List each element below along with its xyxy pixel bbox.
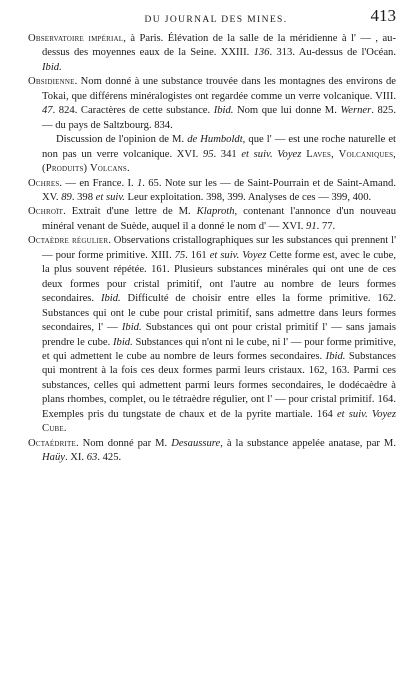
entry-text: . 65. Note sur les — de Saint-Pourrain et de Saint-Amand. XV. <box>42 177 396 203</box>
entry-text: . 824. Caractères de cette substance. <box>52 105 214 117</box>
entry-text: . 161 <box>185 249 210 261</box>
entry-ibid: Ibid. <box>113 336 133 348</box>
entry-etsuiv: et suiv. Voyez <box>336 408 396 420</box>
entry-text: . XI. <box>64 452 87 464</box>
entry-person-name: Klaproth <box>196 206 235 218</box>
entry-text: . 313. Au-dessus de l'Océan. <box>269 47 396 59</box>
page-header <box>28 6 396 32</box>
entry-text: Leur exploitation. 398, 399. Analyses de ces — 399, 400. <box>124 191 372 203</box>
entry-ref: 1 <box>136 177 143 189</box>
entry-ref: 136 <box>253 47 270 59</box>
index-subentry-obsidienne <box>28 133 396 176</box>
entry-text: Discussion de l'opinion de M. <box>56 134 188 146</box>
entry-ibid: Ibid. <box>213 105 234 117</box>
entry-headword: Octaédrite <box>28 437 76 449</box>
entry-ref: 47 <box>42 105 53 117</box>
entry-text: . Observations cristallographiques sur les substances qui prennent l' — pour forme primitive. XIII. <box>42 235 396 261</box>
entry-text: . — en France. I. <box>59 177 137 189</box>
entry-text: . Nom donné à une substance trouvée dans les montagnes des environs de Tokai, que différens minéralogistes ont regardée comme un verre volcanique. VIII. <box>42 76 396 102</box>
entry-ref: 75 <box>174 249 186 261</box>
index-entry-octaedrite <box>28 437 396 466</box>
entry-text: . 425. <box>97 452 122 464</box>
entry-crossref: Cube. <box>42 423 67 435</box>
entry-person-name: Haüy <box>42 452 65 464</box>
entry-text: . Nom donné par M. <box>75 437 172 449</box>
index-entry-octaedre-regulier <box>28 234 396 436</box>
entry-text: . 825. — du pays de Saltzbourg. 834. <box>42 105 397 131</box>
entry-text: Substances qui n'ont ni le cube, ni l' — pour forme primitive, et qui admettent le cube au nombre de leurs formes secondaires. <box>42 336 396 362</box>
index-entry-ochres <box>28 177 396 206</box>
entry-text: Nom que lui donne M. <box>233 105 341 117</box>
entry-ref: 63 <box>86 452 98 464</box>
entry-text: . 341 <box>213 148 242 160</box>
entry-text: , à Paris. Élévation de la salle de la méridienne à l' — , au-dessus des moyennes eaux de la Seine. XXIII. <box>42 33 396 59</box>
entry-etsuiv: et suiv. Voyez <box>241 148 302 160</box>
entry-etsuiv: et suiv. <box>95 191 125 203</box>
index-entry-obsidienne <box>28 75 396 133</box>
page-number: 413 <box>370 6 396 25</box>
entry-ibid: Ibid. <box>42 61 62 73</box>
entry-text: , contenant l'annonce d'un nouveau minéral venant de Suède, auquel il a donné le nom d' — XVI. <box>42 206 396 232</box>
entry-text: Substances qui montrent à la fois ces deux formes parmi leurs cristaux. 162, 163. Parmi ces substances, celles qui admettent parmi leurs formes secondaires, le dodécaèdre à plans rhombes, complet, ou le tétraèdre régulier, ont l' — pour cristal primitif. 164. Exemples pris du tungstate de chaux et de la pyrite martiale. 164 <box>42 350 396 420</box>
entry-headword: Ochroït <box>28 206 64 218</box>
running-title: DU JOURNAL DES MINES. <box>144 15 288 25</box>
entry-headword: Observatoire impérial <box>28 33 124 44</box>
entry-crossref: Laves, Volcaniques, (Produits) Volcans. <box>42 148 397 175</box>
entry-ibid: Ibid. <box>121 322 142 334</box>
entry-etsuiv: et suiv. Voyez <box>209 249 267 261</box>
entry-text: . Extrait d'une lettre de M. <box>63 206 197 218</box>
entry-person-name: Werner <box>340 105 372 117</box>
entry-headword: Obsidienne <box>28 76 75 88</box>
entry-headword: Ochres <box>28 177 60 189</box>
entry-headword: Octaèdre régulier <box>28 235 109 247</box>
entry-ibid: Ibid. <box>100 293 121 305</box>
entry-ref: 91 <box>306 220 317 232</box>
index-entry-ochroit <box>28 205 396 234</box>
entry-text: Cette forme est, avec le cube, la plus souvent répétée. 161. Plusieurs substances minérales qui ont une de ces deux formes pour cristal primitif, ont l'autre au nombre de leurs formes secondaires. <box>42 249 396 305</box>
entry-person-name: Desaussure <box>171 437 221 449</box>
entry-person-name: de Humboldt <box>187 134 243 146</box>
entry-text: Difficulté de choisir entre elles la forme primitive. 162. Substances qui ont le cube pour cristal primitif, sans admettre dans leurs formes secondaires, l' — <box>42 293 396 334</box>
index-entry-observatoire <box>28 32 396 75</box>
entry-text: . 77. <box>316 220 336 232</box>
entry-text: Substances qui ont pour cristal primitif l' — sans jamais prendre le cube. <box>42 322 396 348</box>
entry-text: . 398 <box>71 191 96 203</box>
entry-ref: 89 <box>61 191 72 203</box>
entry-ibid: Ibid. <box>325 350 346 362</box>
entry-text: , à la substance appelée anatase, par M. <box>220 437 397 449</box>
entry-text: , que l' — est une roche naturelle et non pas un verre volcanique. XVI. <box>42 134 397 160</box>
entry-ref: 95 <box>202 148 214 160</box>
